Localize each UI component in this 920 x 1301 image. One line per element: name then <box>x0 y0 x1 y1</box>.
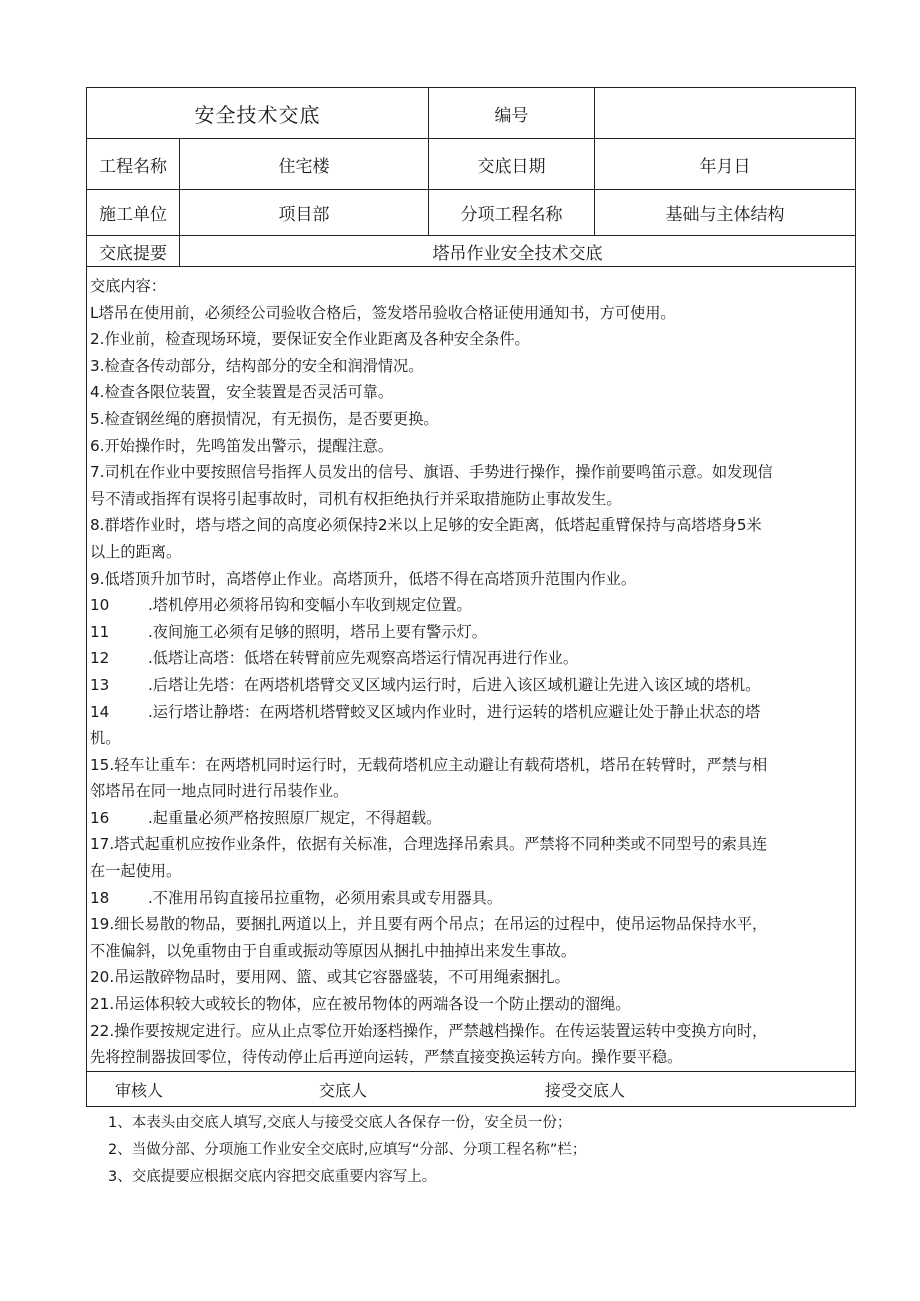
receiver-label: 接受交底人 <box>545 1080 626 1100</box>
content-line: 16 .起重量必须严格按照原厂规定，不得超载。 <box>90 808 442 827</box>
content-line: 4.检查各限位装置，安全装置是否灵活可靠。 <box>90 383 394 402</box>
footnotes <box>108 1110 868 1191</box>
content-line: 不准偏斜，以免重物由于自重或振动等原因从捆扎中抽掉出来发生事故。 <box>90 941 576 960</box>
content-line: 9.低塔顶升加节时，高塔停止作业。高塔顶升，低塔不得在高塔顶升范围内作业。 <box>90 569 637 588</box>
content-line: 8.群塔作业时，塔与塔之间的高度必须保持2米以上足够的安全距离，低塔起重臂保持与高塔塔身5米 <box>90 516 762 535</box>
footnote-line: 2、当做分部、分项施工作业安全交底时,应填写“分部、分项工程名称”栏； <box>108 1142 587 1158</box>
content-line: L塔吊在使用前，必须经公司验收合格后，签发塔吊验收合格证使用通知书，方可使用。 <box>90 303 676 322</box>
discloser-label: 交底人 <box>319 1080 368 1100</box>
project-name-value: 住宅楼 <box>180 139 429 189</box>
content-line: 以上的距离。 <box>90 542 182 561</box>
content-line: 22.操作要按规定进行。应从止点零位开始逐档操作，严禁越档操作。在传运装置运转中变换方向时， <box>90 1021 768 1040</box>
disclosure-form <box>86 87 856 1107</box>
reviewer-label: 审核人 <box>115 1080 164 1100</box>
content-line: 14 .运行塔让静塔：在两塔机塔臂蛟叉区域内作业时，进行运转的塔机应避让处于静止状态的塔 <box>90 702 761 721</box>
unit-row <box>87 190 855 236</box>
content-line: 21.吊运体积较大或较长的物体，应在被吊物体的两端各设一个防止摆动的溜绳。 <box>90 995 631 1014</box>
content-line: 2.作业前，检查现场环境，要保证安全作业距离及各种安全条件。 <box>90 330 530 349</box>
summary-value: 塔吊作业安全技术交底 <box>432 243 603 264</box>
content-line: 机。 <box>90 729 121 748</box>
footnote-line: 1、本表头由交底人填写,交底人与接受交底人各保存一份，安全员一份； <box>108 1115 572 1131</box>
content-line: 号不清或指挥有误将引起事故时，司机有权拒绝执行并采取措施防止事故发生。 <box>90 489 622 508</box>
content-line: 17.塔式起重机应按作业条件，依据有关标准，合理选择吊索具。严禁将不同种类或不同型号的索具连 <box>90 835 768 854</box>
content-line: 18 .不准用吊钩直接吊拉重物，必须用索具或专用器具。 <box>90 888 503 907</box>
content-line: 5.检查钢丝绳的磨损情况，有无损伤，是否要更换。 <box>90 409 439 428</box>
project-name-label: 工程名称 <box>87 139 180 189</box>
unit-label: 施工单位 <box>87 190 180 235</box>
content-line: 11 .夜间施工必须有足够的照明，塔吊上要有警示灯。 <box>90 622 487 641</box>
content-line: 6.开始操作时，先鸣笛发出警示，提醒注意。 <box>90 436 394 455</box>
summary-row <box>87 236 855 267</box>
header-row <box>87 88 855 139</box>
content-line: 邻塔吊在同一地点同时进行吊装作业。 <box>90 782 349 801</box>
number-label: 编号 <box>429 88 595 138</box>
content-line: 3.检查各传动部分，结构部分的安全和润滑情况。 <box>90 356 424 375</box>
content-line: 20.吊运散碎物品时，要用网、篮、或其它容器盛装，不可用绳索捆扎。 <box>90 968 570 987</box>
content-line: 13 .后塔让先塔：在两塔机塔臂交叉区域内运行时，后进入该区域机避让先进入该区域的塔机。 <box>90 675 761 694</box>
signature-row <box>87 1072 855 1106</box>
content-line: 在一起使用。 <box>90 862 182 881</box>
disclosure-content <box>87 267 855 1072</box>
content-line: 交底内容： <box>90 277 166 295</box>
content-line: 15.轻车让重车：在两塔机同时运行时，无载荷塔机应主动避让有载荷塔机，塔吊在转臂时，严禁与相 <box>90 755 768 774</box>
project-row <box>87 139 855 190</box>
footnote-line: 3、交底提要应根据交底内容把交底重要内容写上。 <box>108 1169 437 1185</box>
date-value: 年月日 <box>699 156 751 177</box>
subitem-label: 分项工程名称 <box>429 190 595 235</box>
content-line: 12 .低塔让高塔：低塔在转臂前应先观察高塔运行情况再进行作业。 <box>90 649 579 668</box>
content-line: 先将控制器拔回零位，待传动停止后再逆向运转，严禁直接变换运转方向。操作要平稳。 <box>90 1048 683 1067</box>
content-line: 7.司机在作业中要按照信号指挥人员发出的信号、旗语、手势进行操作，操作前要鸣笛示意。如发现信 <box>90 463 773 482</box>
content-line: 19.细长易散的物品，要捆扎两道以上，并且要有两个吊点；在吊运的过程中，使吊运物品保持水平， <box>90 915 768 934</box>
form-title: 安全技术交底 <box>87 88 429 138</box>
subitem-value: 基础与主体结构 <box>665 205 785 225</box>
content-line: 10 .塔机停用必须将吊钩和变幅小车收到规定位置。 <box>90 596 472 615</box>
date-label: 交底日期 <box>429 139 595 189</box>
unit-value: 项目部 <box>180 190 429 235</box>
summary-label: 交底提要 <box>87 236 180 266</box>
number-value <box>595 88 855 138</box>
